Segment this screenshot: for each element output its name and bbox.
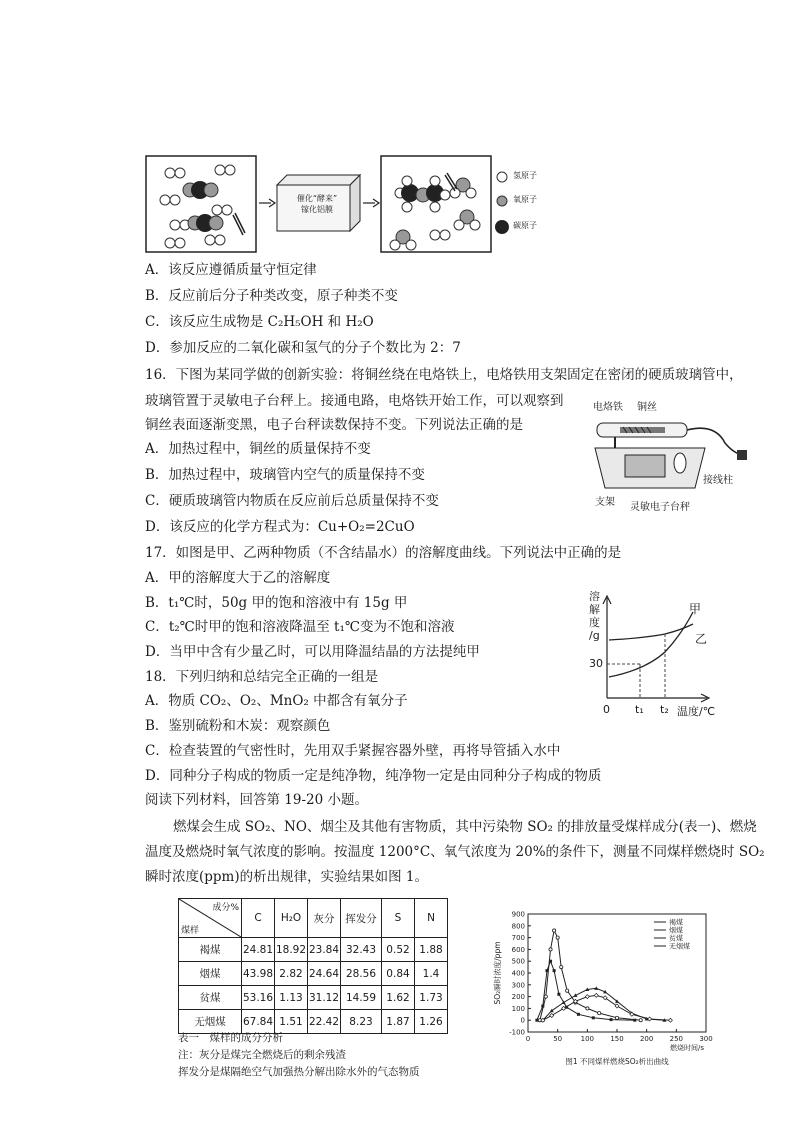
legend-carbon: 碳原子 <box>513 221 537 230</box>
q15-option-a[interactable]: A．该反应遵循质量守恒定律 <box>145 262 317 278</box>
label-electronic-scale: 灵敏电子台秤 <box>630 502 690 513</box>
table-header-row <box>179 899 448 938</box>
q15-option-d[interactable]: D．参加反应的二氧化碳和氢气的分子个数比为 2：7 <box>145 340 461 356</box>
table-cell: 0.52 <box>382 938 415 962</box>
catalyst-label-line2: 镓化铝膜 <box>301 205 333 214</box>
table-cell: 18.92 <box>275 938 308 962</box>
label-terminal-post: 接线柱 <box>703 475 733 486</box>
table-cell: 24.81 <box>242 938 275 962</box>
product-molecules <box>390 173 480 250</box>
chart-title: 图1 不同煤样燃烧SO₂析出曲线 <box>565 1057 669 1066</box>
x-tick-label: 300 <box>699 1035 713 1043</box>
label-stand: 支架 <box>595 497 615 508</box>
q15-option-c[interactable]: C．该反应生成物是 C₂H₅OH 和 H₂O <box>145 314 374 330</box>
q16-stem-line2: 玻璃管置于灵敏电子台秤上。接通电路，电烙铁开始工作，可以观察到 <box>145 393 564 409</box>
table-note-volatile: 挥发分是煤隔绝空气加强热分解出除水外的气态物质 <box>178 1066 420 1078</box>
carbon-atom-icon <box>495 220 509 234</box>
table-cell: 1.4 <box>415 962 448 986</box>
table-cell: 53.16 <box>242 986 275 1010</box>
so2-chart-svg <box>488 908 728 1070</box>
q17-stem: 17．如图是甲、乙两种物质（不含结晶水）的溶解度曲线。下列说法中正确的是 <box>145 545 622 561</box>
data-point <box>586 1007 589 1010</box>
x-axis-title: 燃烧时间/s <box>669 1044 704 1052</box>
table-cell: 1.88 <box>415 938 448 962</box>
x-tick-label: 200 <box>639 1035 654 1043</box>
corner-bottom-label: 煤样 <box>181 926 200 936</box>
coal-composition-table <box>178 898 448 1034</box>
y-tick-label: 500 <box>511 957 525 966</box>
reactant-molecules <box>160 165 245 248</box>
table-cell: 31.12 <box>308 986 341 1010</box>
y-label-4: /g <box>589 629 600 642</box>
table-cell: 43.98 <box>242 962 275 986</box>
table-row <box>179 986 448 1010</box>
table-row-name: 烟煤 <box>179 962 242 986</box>
data-point <box>560 966 563 969</box>
solubility-curves <box>585 590 755 720</box>
y-tick-label: 0 <box>520 1016 525 1025</box>
curve-label-yi: 乙 <box>695 632 708 646</box>
q18-option-b[interactable]: B．鉴别硫粉和木炭：观察颜色 <box>145 718 331 734</box>
table-header-cell: H₂O <box>275 899 308 938</box>
y-tick-label: 300 <box>511 981 525 990</box>
x-tick-label: 150 <box>610 1035 624 1043</box>
data-point <box>585 995 589 999</box>
catalyst-label-line1: 催化“酵来” <box>296 194 338 203</box>
q16-stem-line3: 铜丝表面逐渐变黑，电子台秤读数保持不变。下列说法正确的是 <box>145 417 523 433</box>
data-point <box>549 948 552 951</box>
y-label-2: 解 <box>589 603 600 616</box>
q17-option-b[interactable]: B．t₁℃时，50g 甲的饱和溶液中有 15g 甲 <box>145 595 408 611</box>
table-cell: 23.84 <box>308 938 341 962</box>
coal-composition-table-wrap <box>178 898 448 1034</box>
q18-option-d[interactable]: D．同种分子构成的物质一定是纯净物，纯净物一定是由同种分子构成的物质 <box>145 768 602 784</box>
q15-option-b[interactable]: B．反应前后分子种类改变，原子种类不变 <box>145 288 398 304</box>
data-point <box>553 929 556 932</box>
curve-label-jia: 甲 <box>689 602 702 616</box>
table-row-name: 无烟煤 <box>179 1010 242 1034</box>
table-header-cell: N <box>415 899 448 938</box>
q18-stem: 18．下列归纳和总结完全正确的一组是 <box>145 669 379 685</box>
y-tick-label: -100 <box>509 1028 525 1037</box>
data-point <box>553 969 556 972</box>
q18-option-a[interactable]: A．物质 CO₂、O₂、MnO₂ 中都含有氧分子 <box>145 693 408 709</box>
t2-label: t₂ <box>660 703 669 716</box>
table-cell: 22.42 <box>308 1010 341 1034</box>
q16-stem-line1: 16．下图为某同学做的创新实验：将铜丝绕在电烙铁上，电烙铁用支架固定在密闭的硬质玻璃管中， <box>145 367 743 383</box>
y-tick-label: 900 <box>511 910 525 919</box>
table-cell: 14.59 <box>341 986 382 1010</box>
data-point <box>668 1018 672 1022</box>
reading-para-line3: 瞬时浓度(ppm)的析出规律，实验结果如图 1。 <box>145 869 428 885</box>
q16-option-c[interactable]: C．硬质玻璃管内物质在反应前后总质量保持不变 <box>145 493 439 509</box>
curve-jia <box>609 612 693 677</box>
table-row-name: 贫煤 <box>179 986 242 1010</box>
y-tick-30: 30 <box>589 657 603 670</box>
table-corner-cell <box>179 899 242 938</box>
y-tick-label: 200 <box>511 993 525 1002</box>
table-header-cell: 灰分 <box>308 899 341 938</box>
q15-figure <box>145 155 585 255</box>
legend-hydrogen: 氢原子 <box>513 171 537 180</box>
label-soldering-iron: 电烙铁 <box>593 402 623 413</box>
table-caption: 表一 煤样的成分分析 <box>178 1032 283 1044</box>
legend-label: 烟煤 <box>669 926 683 935</box>
data-point <box>598 1012 601 1015</box>
data-point <box>544 995 547 998</box>
data-point <box>594 993 598 997</box>
x-tick-label: 0 <box>525 1035 531 1043</box>
table-cell: 2.82 <box>275 962 308 986</box>
oxygen-atom-icon <box>497 196 507 206</box>
table-row <box>179 962 448 986</box>
table-row-name: 褐煤 <box>179 938 242 962</box>
data-point <box>556 936 559 939</box>
y-tick-label: 400 <box>511 969 525 978</box>
table-cell: 1.13 <box>275 986 308 1010</box>
table-cell: 24.64 <box>308 962 341 986</box>
data-point <box>566 989 569 992</box>
reading-para-line1: 燃煤会生成 SO₂、NO、烟尘及其他有害物质，其中污染物 SO₂ 的排放量受煤样成分(表一)、燃烧 <box>173 819 757 835</box>
table-cell: 1.51 <box>275 1010 308 1034</box>
t1-label: t₁ <box>635 703 644 716</box>
y-tick-label: 600 <box>511 945 525 954</box>
data-point <box>630 1012 634 1016</box>
origin-label: 0 <box>603 703 610 716</box>
y-label-3: 度 <box>589 616 600 629</box>
table-cell: 8.23 <box>341 1010 382 1034</box>
table-cell: 1.62 <box>382 986 415 1010</box>
data-point <box>577 1013 580 1016</box>
data-point <box>610 1018 613 1021</box>
x-tick-label: 100 <box>580 1035 595 1043</box>
table-cell: 1.87 <box>382 1010 415 1034</box>
table-cell: 0.84 <box>382 962 415 986</box>
y-tick-label: 800 <box>511 922 525 931</box>
q16-option-d[interactable]: D．该反应的化学方程式为：Cu+O₂=2CuO <box>145 519 415 535</box>
table-row <box>179 938 448 962</box>
label-copper-wire: 铜丝 <box>637 402 657 413</box>
x-tick-label: 50 <box>553 1035 563 1043</box>
legend-label: 无烟煤 <box>669 942 690 951</box>
data-point <box>562 1001 566 1005</box>
legend-label: 褐煤 <box>669 918 683 927</box>
y-label-1: 溶 <box>589 590 600 603</box>
so2-release-chart <box>488 908 728 1070</box>
hydrogen-atom-icon <box>497 172 507 182</box>
data-point <box>639 1019 642 1022</box>
table-note-ash: 注：灰分是煤完全燃烧后的剩余残渣 <box>178 1049 346 1061</box>
table-cell: 67.84 <box>242 1010 275 1034</box>
q18-option-c[interactable]: C．检查装置的气密性时，先用双手紧握容器外壁，再将导管插入水中 <box>145 743 561 759</box>
catalyst-label <box>285 193 349 215</box>
legend-label: 贫煤 <box>669 934 683 943</box>
table-cell: 1.26 <box>415 1010 448 1034</box>
y-tick-label: 100 <box>511 1004 525 1013</box>
corner-top-label: 成分% <box>212 903 239 913</box>
solubility-graph <box>585 590 755 720</box>
reading-intro: 阅读下列材料，回答第 19-20 小题。 <box>145 792 369 808</box>
reading-para-line2: 温度及燃烧时氧气浓度的影响。按温度 1200°C、氧气浓度为 20%的条件下，测量不同煤样燃烧时 SO₂ <box>145 844 765 860</box>
table-header-cell: C <box>242 899 275 938</box>
q16-apparatus-figure <box>585 393 765 513</box>
table-cell: 1.73 <box>415 986 448 1010</box>
data-point <box>615 1016 618 1019</box>
q17-option-d[interactable]: D．当甲中含有少量乙时，可以用降温结晶的方法提纯甲 <box>145 644 480 660</box>
x-tick-label: 250 <box>669 1035 684 1043</box>
y-axis-label <box>589 590 600 642</box>
q17-option-a[interactable]: A．甲的溶解度大于乙的溶解度 <box>145 570 331 586</box>
data-point <box>592 1016 595 1019</box>
q17-option-c[interactable]: C．t₂℃时甲的饱和溶液降温至 t₁℃变为不饱和溶液 <box>145 619 455 635</box>
table-cell: 28.56 <box>341 962 382 986</box>
table-header-cell: 挥发分 <box>341 899 382 938</box>
data-point <box>557 993 560 996</box>
table-header-cell: S <box>382 899 415 938</box>
q16-option-a[interactable]: A．加热过程中，铜丝的质量保持不变 <box>145 441 371 457</box>
x-axis-label: 温度/℃ <box>677 705 716 718</box>
legend-oxygen: 氧原子 <box>513 195 537 204</box>
y-tick-label: 700 <box>511 934 525 943</box>
table-cell: 32.43 <box>341 938 382 962</box>
y-axis-title: SO₂瞬时浓度/ppm <box>493 941 502 1005</box>
q16-option-b[interactable]: B．加热过程中，玻璃管内空气的质量保持不变 <box>145 467 425 483</box>
